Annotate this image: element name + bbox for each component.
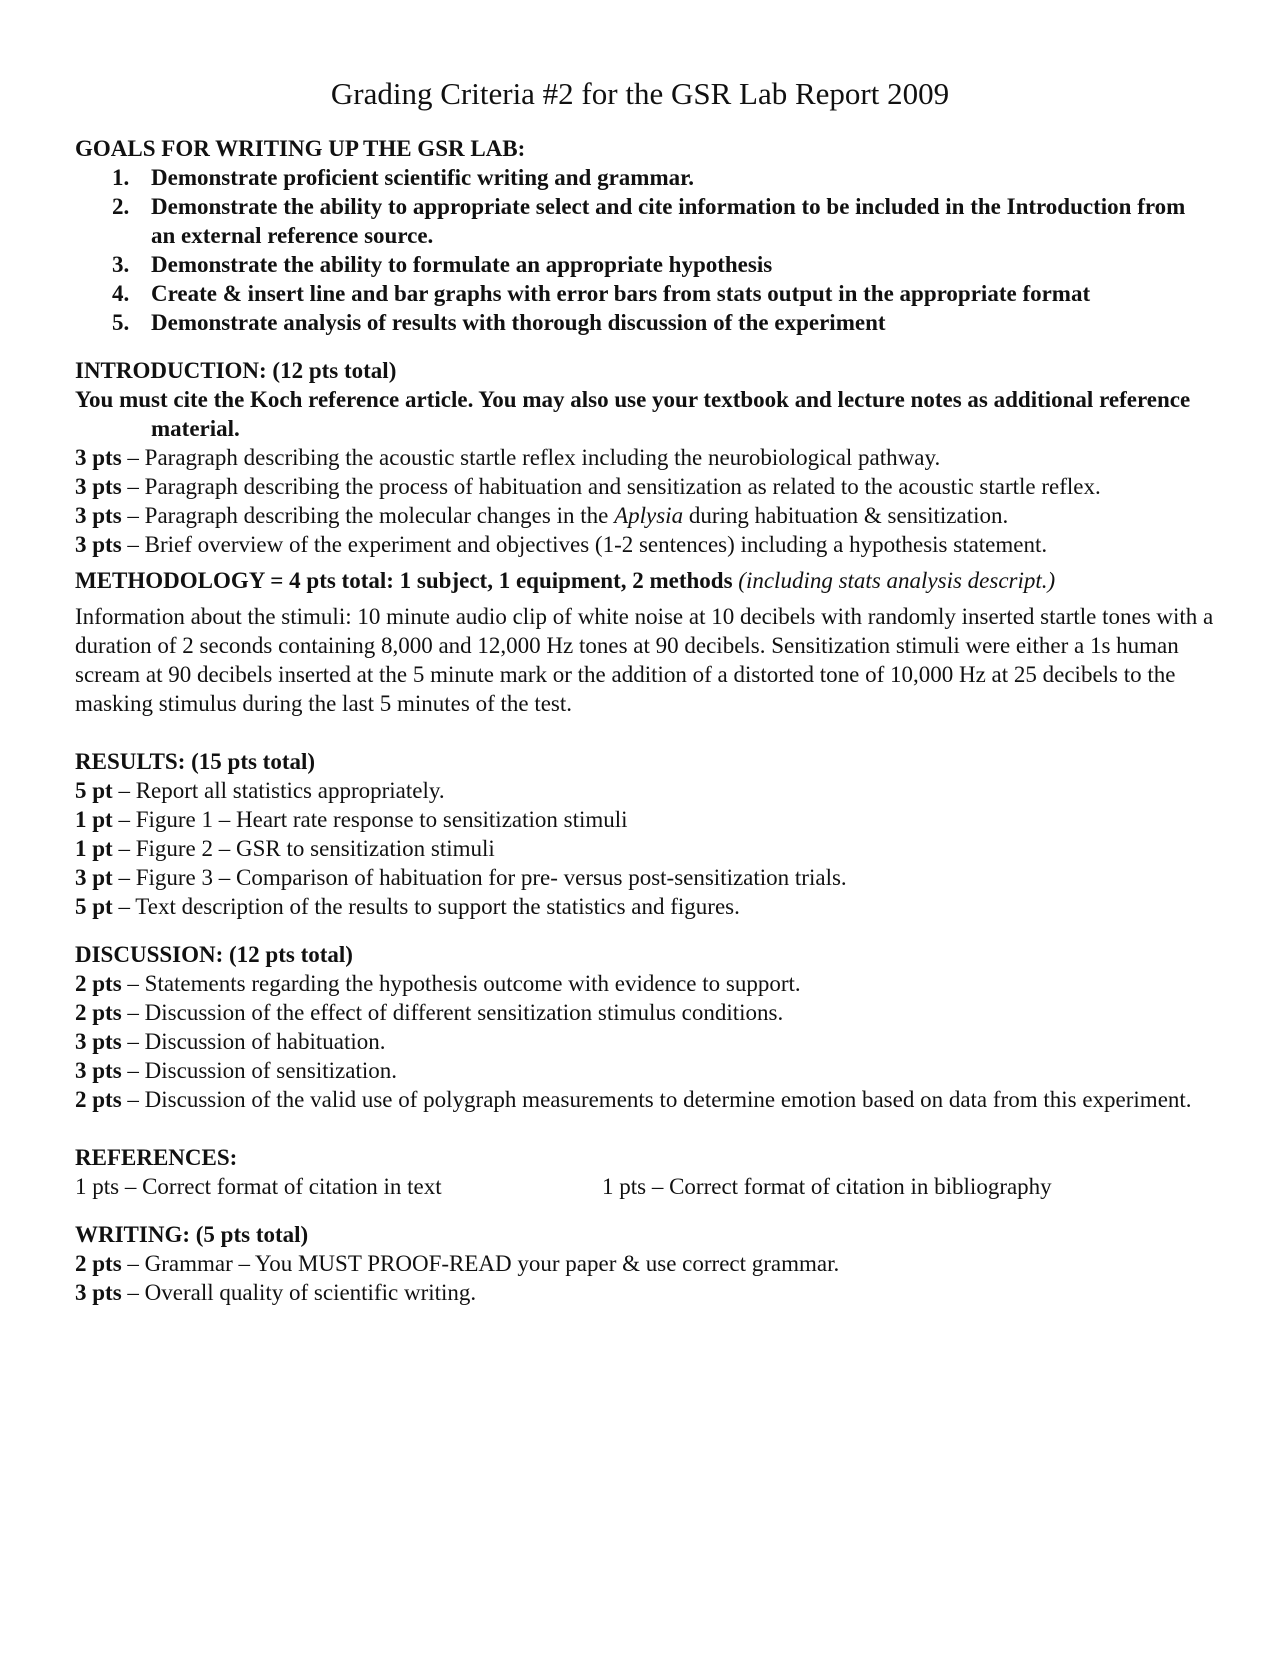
points-label: 1 pt	[75, 807, 113, 832]
criterion-item	[75, 530, 1215, 559]
points-label: 3 pts	[75, 532, 122, 557]
goals-list	[75, 163, 1215, 337]
criterion-item	[75, 998, 1215, 1027]
list-item	[75, 279, 1215, 308]
references-criteria	[75, 1172, 1215, 1201]
criterion-item	[75, 1249, 1215, 1278]
methodology-heading-text: METHODOLOGY = 4 pts total: 1 subject, 1 equipment, 2 methods	[75, 568, 739, 593]
list-item	[75, 308, 1215, 337]
criterion-text: – Figure 2 – GSR to sensitization stimuli	[112, 836, 495, 861]
list-item	[75, 163, 1215, 192]
methodology-heading-note: (including stats analysis descript.)	[738, 568, 1056, 593]
criterion-text: – Correct format of citation in bibliography	[646, 1174, 1052, 1199]
criterion-text: – Figure 1 – Heart rate response to sensitization stimuli	[112, 807, 628, 832]
points-label: 5 pt	[75, 778, 113, 803]
criterion-item	[75, 501, 1215, 530]
references-heading: REFERENCES:	[75, 1145, 238, 1170]
points-label: 3 pts	[75, 1280, 122, 1305]
writing-heading: WRITING: (5 pts total)	[75, 1222, 309, 1247]
criterion-text: – Correct format of citation in text	[119, 1174, 442, 1199]
goals-heading: GOALS FOR WRITING UP THE GSR LAB:	[75, 136, 526, 161]
criterion-text: – Grammar – You MUST PROOF-READ your paper & use correct grammar.	[121, 1251, 840, 1276]
criterion-item	[75, 472, 1215, 501]
criterion-item	[602, 1172, 1052, 1201]
list-item	[75, 250, 1215, 279]
list-text: Demonstrate the ability to formulate an appropriate hypothesis	[151, 252, 773, 277]
criterion-item	[75, 892, 1215, 921]
points-label: 3 pts	[75, 474, 122, 499]
list-text: Demonstrate analysis of results with thorough discussion of the experiment	[151, 310, 886, 335]
points-label: 3 pts	[75, 503, 122, 528]
points-label: 1 pt	[75, 836, 113, 861]
criterion-text: – Paragraph describing the process of habituation and sensitization as related to the acoustic startle reflex.	[121, 474, 1101, 499]
points-label: 2 pts	[75, 1087, 122, 1112]
points-label: 1 pts	[602, 1174, 647, 1199]
criterion-item	[75, 969, 1215, 998]
methodology-heading	[75, 566, 1215, 595]
criterion-text: – Paragraph describing the molecular changes in the	[121, 503, 615, 528]
criterion-item	[75, 1085, 1215, 1114]
introduction-heading: INTRODUCTION: (12 pts total)	[75, 358, 397, 383]
criterion-text: – Overall quality of scientific writing.	[121, 1280, 477, 1305]
list-item	[75, 192, 1215, 250]
stimuli-information: Information about the stimuli: 10 minute audio clip of white noise at 10 decibels with randomly inserted startle tones with a duration of 2 seconds containing 8,000 and 12,000 Hz tones at 90 decibels. Sensitization stimuli were either a 1s human scream at 90 decibels inserted at the 5 minute mark or the addition of a distorted tone of 10,000 Hz at 25 decibels to the masking stimulus during the last 5 minutes of the test.	[75, 604, 1214, 716]
criterion-item	[75, 805, 1215, 834]
list-number: 3.	[112, 252, 130, 277]
points-label: 3 pt	[75, 865, 113, 890]
criterion-text: – Report all statistics appropriately.	[112, 778, 445, 803]
discussion-heading: DISCUSSION: (12 pts total)	[75, 942, 353, 967]
criterion-item	[75, 443, 1215, 472]
points-label: 3 pts	[75, 445, 122, 470]
points-label: 5 pt	[75, 894, 113, 919]
criterion-text: – Paragraph describing the acoustic startle reflex including the neurobiological pathway.	[121, 445, 941, 470]
criterion-item	[75, 776, 1215, 805]
list-text: Demonstrate the ability to appropriate select and cite information to be included in the Introduction from an external reference source.	[151, 194, 1186, 248]
criterion-text: – Figure 3 – Comparison of habituation for pre- versus post-sensitization trials.	[112, 865, 847, 890]
list-number: 2.	[112, 194, 130, 219]
list-number: 4.	[112, 281, 130, 306]
criterion-text: – Discussion of habituation.	[121, 1029, 386, 1054]
list-text: Demonstrate proficient scientific writing and grammar.	[151, 165, 694, 190]
criterion-text: – Text description of the results to support the statistics and figures.	[112, 894, 740, 919]
criterion-text: – Brief overview of the experiment and objectives (1-2 sentences) including a hypothesis statement.	[121, 532, 1048, 557]
criterion-item	[75, 834, 1215, 863]
list-number: 5.	[112, 310, 130, 335]
list-text: Create & insert line and bar graphs with error bars from stats output in the appropriate format	[151, 281, 1091, 306]
points-label: 2 pts	[75, 1000, 122, 1025]
criterion-item	[75, 1174, 442, 1199]
criterion-text: – Statements regarding the hypothesis outcome with evidence to support.	[121, 971, 801, 996]
criterion-text: – Discussion of the valid use of polygraph measurements to determine emotion based on data from this experiment.	[121, 1087, 1192, 1112]
criterion-item	[75, 1056, 1215, 1085]
results-heading: RESULTS: (15 pts total)	[75, 749, 316, 774]
criterion-item	[75, 1027, 1215, 1056]
points-label: 3 pts	[75, 1029, 122, 1054]
criterion-text: – Discussion of sensitization.	[121, 1058, 397, 1083]
points-label: 3 pts	[75, 1058, 122, 1083]
points-label: 1 pts	[75, 1174, 120, 1199]
criterion-text: during habituation & sensitization.	[683, 503, 1009, 528]
criterion-item	[75, 1278, 1215, 1307]
criterion-text: – Discussion of the effect of different sensitization stimulus conditions.	[121, 1000, 784, 1025]
points-label: 2 pts	[75, 1251, 122, 1276]
species-name: Aplysia	[614, 503, 684, 528]
list-number: 1.	[112, 165, 130, 190]
points-label: 2 pts	[75, 971, 122, 996]
criterion-item	[75, 863, 1215, 892]
introduction-note: You must cite the Koch reference article. You may also use your textbook and lecture notes as additional reference material.	[75, 387, 1191, 441]
document-body	[75, 134, 1215, 1307]
page-title: Grading Criteria #2 for the GSR Lab Report 2009	[330, 76, 950, 111]
